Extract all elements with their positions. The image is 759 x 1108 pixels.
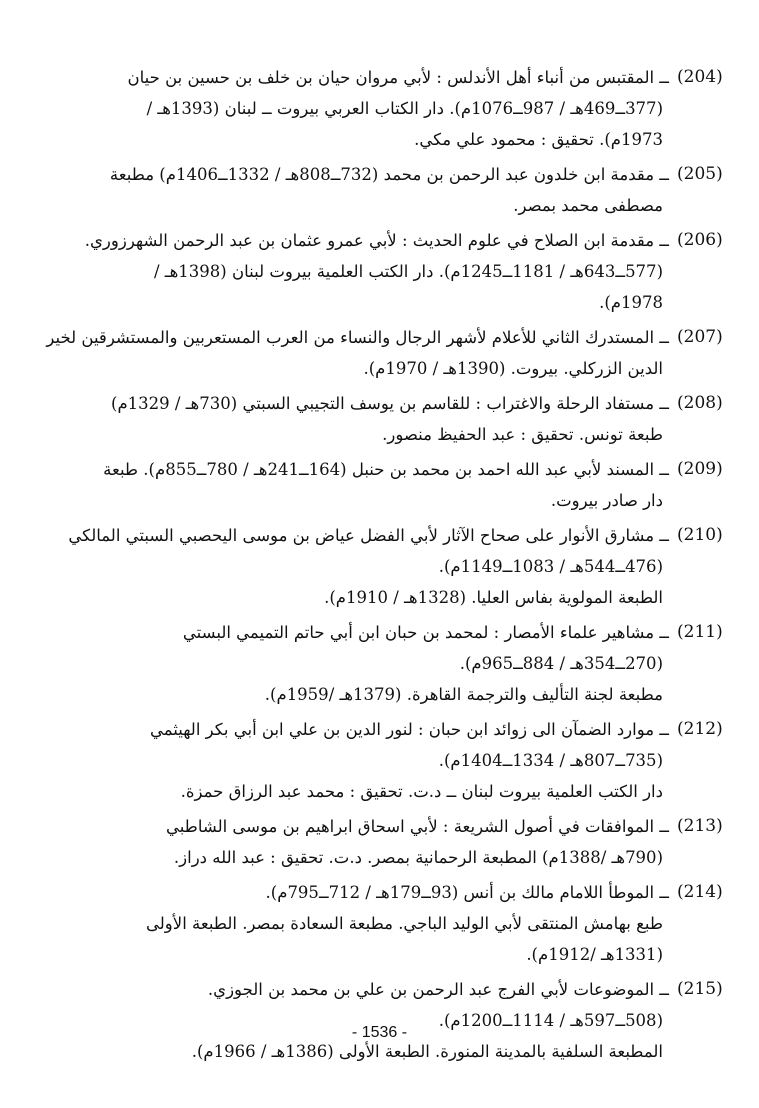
reference-line: ــ مستفاد الرحلة والاغتراب : للقاسم بن يوسف التجيبي السبتي (730هـ / 1329م) (111, 394, 669, 413)
reference-line: مطبعة لجنة التأليف والترجمة القاهرة. (1379هـ /1959م). (264, 685, 663, 704)
reference-entry (69, 974, 723, 1067)
reference-entry (69, 811, 723, 873)
reference-line: ــ الموطأ اللامام مالك بن أنس (93ــ179هـ / 712ــ795م). (265, 883, 669, 902)
reference-number: (214) (677, 882, 723, 902)
reference-line: مصطفى محمد بمصر. (513, 196, 663, 215)
reference-number: (213) (677, 816, 723, 836)
reference-line: طبع بهامش المنتقى لأبي الوليد الباجي. مطبعة السعادة بمصر. الطبعة الأولى (146, 914, 663, 933)
reference-entry (69, 714, 723, 807)
reference-line: (476ــ544هـ / 1083ــ1149م). (438, 557, 663, 576)
reference-line: (577ــ643هـ / 1181ــ1245م). دار الكتب العلمية بيروت لبنان (1398هـ / (153, 262, 663, 281)
reference-number: (204) (677, 67, 723, 87)
reference-line: المطبعة السلفية بالمدينة المنورة. الطبعة الأولى (1386هـ / 1966م). (191, 1042, 663, 1061)
reference-line: (270ــ354هـ / 884ــ965م). (459, 654, 663, 673)
reference-entry (69, 454, 723, 516)
reference-entry (69, 388, 723, 450)
reference-entry (69, 159, 723, 221)
reference-line: الطبعة المولوية بفاس العليا. (1328هـ / 1910م). (324, 588, 663, 607)
reference-line: ــ مشاهير علماء الأمصار : لمحمد بن حبان ابن أبي حاتم التميمي البستي (182, 623, 669, 642)
reference-line: (1331هـ /1912م). (526, 945, 663, 964)
reference-number: (210) (677, 525, 723, 545)
reference-line: ــ مشارق الأنوار على صحاح الآثار لأبي الفضل عياض بن موسى اليحصبي السبتي المالكي (68, 526, 669, 545)
reference-entry (69, 62, 723, 155)
reference-line: ــ المسند لأبي عبد الله احمد بن محمد بن حنبل (164ــ241هـ / 780ــ855م). طبعة (103, 460, 669, 479)
reference-line: (508ــ597هـ / 1114ــ1200م). (438, 1011, 663, 1030)
reference-line: ــ موارد الضمآن الى زوائد ابن حبان : لنور الدين بن علي ابن أبي بكر الهيثمي (149, 720, 669, 739)
reference-number: (205) (677, 164, 723, 184)
reference-number: (208) (677, 393, 723, 413)
reference-number: (211) (677, 622, 723, 642)
reference-line: 1973م). تحقيق : محمود علي مكي. (414, 130, 663, 149)
reference-line: (790هـ /1388م) المطبعة الرحمانية بمصر. د.ت. تحقيق : عبد الله دراز. (173, 848, 663, 867)
reference-number: (206) (677, 230, 723, 250)
reference-line: 1978م). (599, 293, 663, 312)
reference-line: دار صادر بيروت. (550, 491, 663, 510)
references-list (46, 62, 723, 1071)
reference-line: ــ مقدمة ابن الصلاح في علوم الحديث : لأبي عمرو عثمان بن عبد الرحمن الشهرزوري. (84, 231, 669, 250)
reference-line: (735ــ807هـ / 1334ــ1404م). (438, 751, 663, 770)
reference-number: (215) (677, 979, 723, 999)
reference-number: (207) (677, 327, 723, 347)
reference-entry (68, 520, 723, 613)
reference-line: ــ المستدرك الثاني للأعلام لأشهر الرجال والنساء من العرب المستعربين والمستشرقين لخير (46, 328, 669, 347)
reference-line: (377ــ469هـ / 987ــ1076م). دار الكتاب العربي بيروت ــ لبنان (1393هـ / (146, 99, 663, 118)
reference-entry (46, 322, 723, 384)
reference-line: ــ مقدمة ابن خلدون عبد الرحمن بن محمد (732ــ808هـ / 1332ــ1406م) مطبعة (109, 165, 669, 184)
page-number: - 1536 - (351, 1024, 408, 1041)
reference-number: (212) (677, 719, 723, 739)
reference-line: ــ الموافقات في أصول الشريعة : لأبي اسحاق ابراهيم بن موسى الشاطبي (165, 817, 669, 836)
reference-line: ــ الموضوعات لأبي الفرج عبد الرحمن بن علي بن محمد بن الجوزي. (207, 980, 669, 999)
reference-line: طبعة تونس. تحقيق : عبد الحفيظ منصور. (382, 425, 663, 444)
reference-line: ــ المقتبس من أنباء أهل الأندلس : لأبي مروان حيان بن خلف بن حسين بن حيان (127, 68, 669, 87)
reference-entry (69, 225, 723, 318)
reference-entry (69, 877, 723, 970)
reference-line: الدين الزركلي. بيروت. (1390هـ / 1970م). (363, 359, 663, 378)
reference-line: دار الكتب العلمية بيروت لبنان ــ د.ت. تحقيق : محمد عبد الرزاق حمزة. (180, 782, 663, 801)
reference-number: (209) (677, 459, 723, 479)
reference-entry (69, 617, 723, 710)
